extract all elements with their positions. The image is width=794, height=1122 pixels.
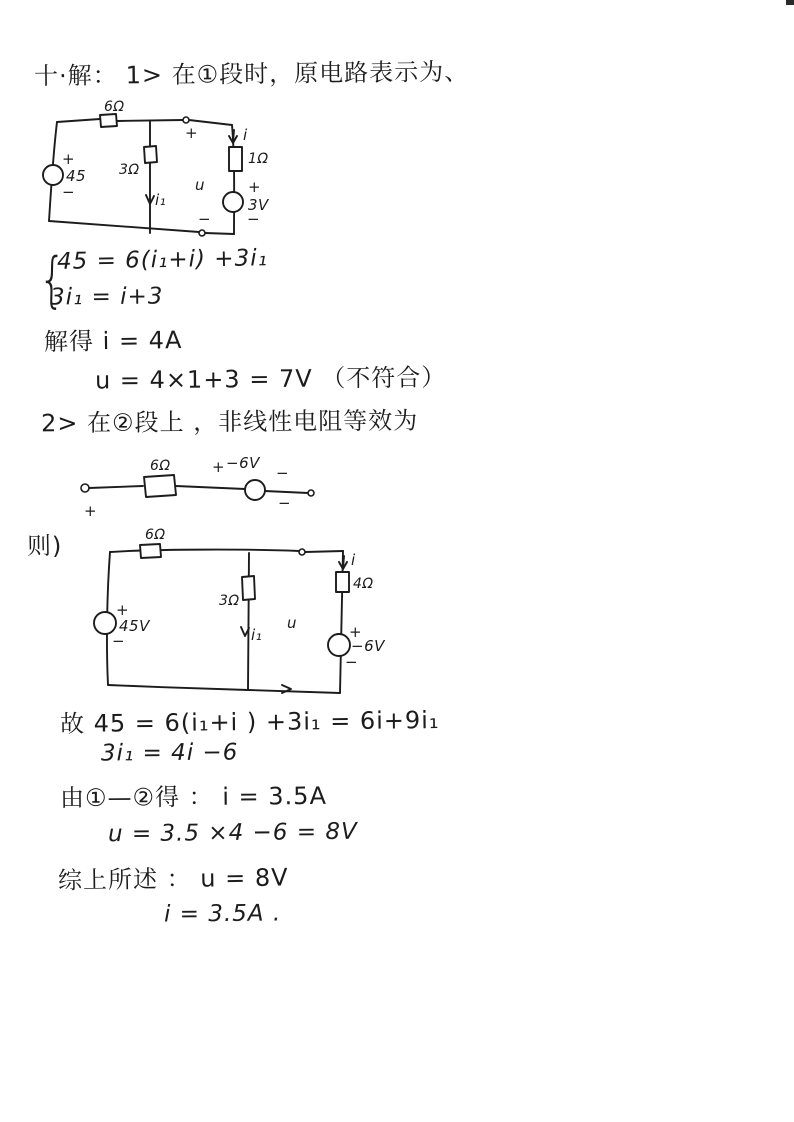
current-label: i₁ — [251, 626, 263, 644]
solution-header-line — [34, 52, 470, 92]
wire — [49, 221, 199, 232]
part2-intro-text: 2> 在②段上 ，非线性电阻等效为 — [40, 406, 419, 438]
polarity-plus-label: + — [248, 178, 262, 196]
conclusion-u-line: 综上所述 ： u = 8V — [57, 863, 289, 895]
equation-2: 3i₁ = i+3 — [49, 283, 164, 311]
source-value-label: 45 — [66, 167, 87, 185]
polarity-plus-label: + — [212, 458, 226, 476]
solve-result-line: 解得 i = 4A — [43, 326, 183, 356]
resistor-value-label: 6Ω — [145, 527, 166, 543]
current-label: i — [243, 126, 248, 144]
node-terminal — [183, 117, 189, 123]
source-value-label: 3V — [248, 196, 269, 214]
polarity-minus-label: − — [247, 210, 261, 228]
voltage-source-symbol — [223, 192, 243, 212]
voltage-label: u — [195, 176, 206, 194]
voltage-source-symbol — [94, 612, 116, 634]
polarity-plus-label: + — [349, 623, 363, 641]
part1-intro-text: 1> 在①段时，原电路表示为、 — [125, 57, 470, 90]
current-arrow-icon — [229, 130, 237, 143]
node-terminal — [299, 549, 305, 555]
wire — [176, 486, 245, 489]
circuit-diagram-part1 — [33, 100, 293, 248]
resistor-value-label: 4Ω — [353, 576, 374, 592]
source-value-label: −6V — [351, 637, 385, 655]
current-label: i — [351, 551, 356, 569]
resistor-symbol — [144, 475, 176, 497]
wire — [265, 491, 308, 493]
resistor-value-label: 1Ω — [248, 151, 269, 167]
equation-1: 45 = 6(i₁+i) +3i₁ — [56, 245, 269, 275]
wire — [248, 553, 249, 690]
polarity-minus-label: − — [276, 464, 290, 482]
voltage-label: u — [287, 614, 298, 632]
wire — [108, 685, 340, 693]
source-value-label: −6V — [226, 454, 260, 472]
voltage-minus-label: − — [198, 210, 212, 228]
polarity-minus-label: − — [62, 183, 76, 201]
scan-artifact — [786, 0, 794, 5]
voltage-plus-label: + — [185, 124, 199, 142]
problem-number-label: 十·解： — [33, 61, 118, 91]
equation-3: 故 45 = 6(i₁+i ) +3i₁ = 6i+9i₁ — [59, 706, 440, 738]
terminal-minus-label: − — [278, 494, 292, 512]
node-terminal — [199, 230, 205, 236]
current-label: i₁ — [155, 191, 167, 209]
resistor-value-label: 6Ω — [150, 458, 171, 474]
wire — [57, 119, 100, 122]
wire — [305, 551, 343, 552]
polarity-minus-label: − — [112, 632, 126, 650]
derive-result-line: 由①—②得 ： i = 3.5A — [59, 781, 328, 813]
system-brace: { — [37, 244, 67, 316]
check-result-line: u = 4×1+3 = 7V （不符合） — [94, 363, 447, 395]
resistor-value-label: 3Ω — [119, 162, 140, 178]
polarity-plus-label: + — [62, 150, 76, 168]
wire — [110, 550, 299, 552]
resistor-symbol — [140, 544, 161, 558]
terminal-icon — [81, 484, 89, 492]
terminal-icon — [308, 490, 314, 496]
polarity-minus-label: − — [345, 653, 359, 671]
resistor-value-label: 6Ω — [104, 99, 125, 115]
wire — [89, 486, 143, 488]
resistor-value-label: 3Ω — [219, 593, 240, 609]
calc-result-line: u = 3.5 ×4 −6 = 8V — [107, 818, 358, 848]
equation-4: 3i₁ = 4i −6 — [100, 739, 239, 767]
voltage-source-symbol — [43, 165, 63, 185]
resistor-symbol — [144, 146, 157, 163]
then-label: 则) — [26, 531, 63, 561]
conclusion-i-line: i = 3.5A . — [163, 900, 282, 928]
resistor-symbol — [229, 147, 242, 171]
polarity-plus-label: + — [116, 601, 130, 619]
current-arrow-icon — [339, 556, 347, 569]
equivalent-circuit-diagram — [66, 446, 318, 524]
resistor-symbol — [242, 576, 255, 600]
source-value-label: 45V — [119, 617, 150, 635]
circuit-diagram-part2 — [93, 523, 385, 703]
terminal-plus-label: + — [84, 502, 98, 520]
resistor-symbol — [336, 572, 349, 592]
voltage-source-symbol — [245, 480, 265, 500]
resistor-symbol — [100, 114, 117, 127]
wire — [205, 233, 234, 234]
